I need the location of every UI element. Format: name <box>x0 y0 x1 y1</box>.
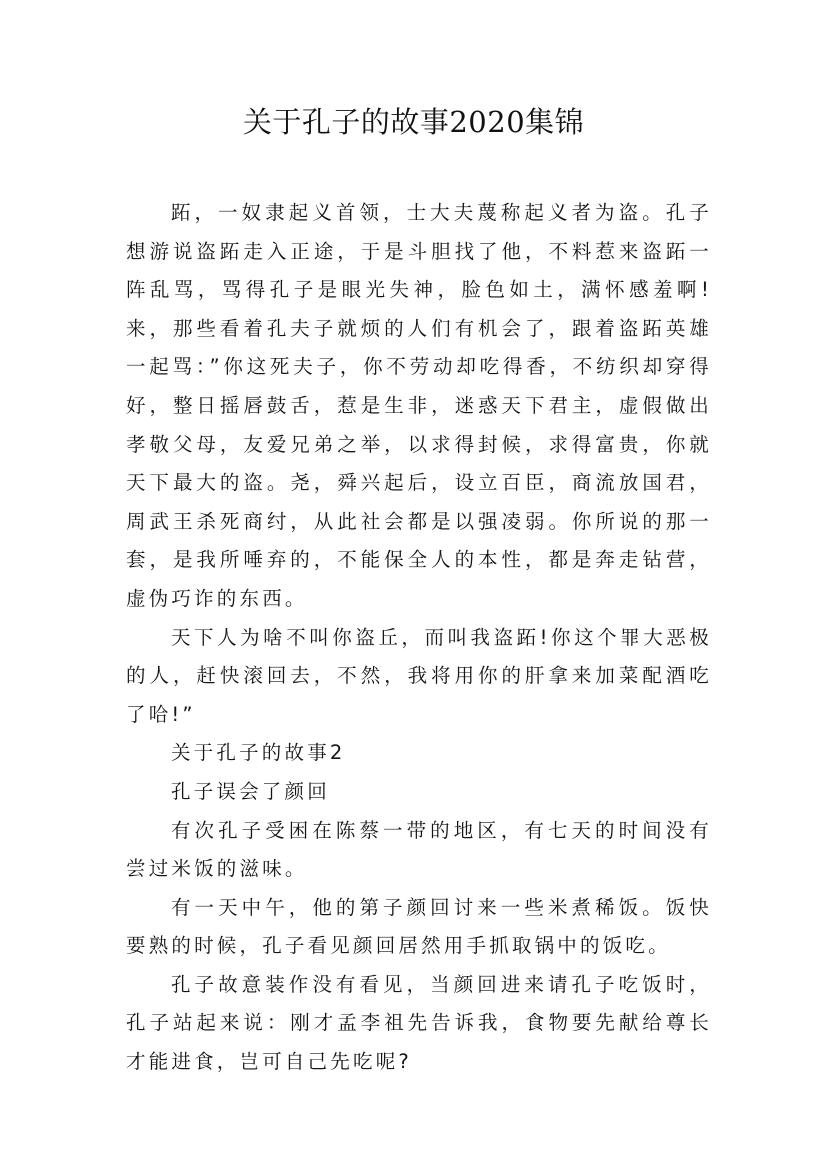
paragraph-1: 跖，一奴隶起义首领，士大夫蔑称起义者为盗。孔子想游说盗跖走入正途，于是斗胆找了他，不料惹来盗跖一阵乱骂，骂得孔子是眼光失神，脸色如土，满怀感羞啊!来，那些看着孔夫子就烦的人们有机会了，跟着盗跖英雄一起骂：”你这死夫子，你不劳动却吃得香，不纺织却穿得好，整日摇唇鼓舌，惹是生非，迷惑天下君主，虚假做出孝敬父母，友爱兄弟之举，以求得封候，求得富贵，你就天下最大的盗。尧，舜兴起后，设立百臣，商流放国君，周武王杀死商纣，从此社会都是以强凌弱。你所说的那一套，是我所唾弃的，不能保全人的本性，都是奔走钻营，虚伪巧诈的东西。 <box>126 201 712 610</box>
paragraph-5: 孔子故意装作没有看见，当颜回进来请孔子吃饭时，孔子站起来说：刚才孟李祖先告诉我，食物要先献给尊长才能进食，岂可自己先吃呢? <box>126 972 712 1074</box>
paragraph-4: 有一天中午，他的第子颜回讨来一些米煮稀饭。饭快要熟的时候，孔子看见颜回居然用手抓取锅中的饭吃。 <box>126 895 712 958</box>
section-subtitle: 孔子误会了颜回 <box>171 779 330 803</box>
section-heading: 关于孔子的故事2 <box>171 741 346 765</box>
paragraph-3: 有次孔子受困在陈蔡一带的地区，有七天的时间没有尝过米饭的滋味。 <box>126 818 712 881</box>
paragraph-2: 天下人为啥不叫你盗丘，而叫我盗跖!你这个罪大恶极的人，赶快滚回去，不然，我将用你的肝拿来加菜配酒吃了哈!” <box>126 625 712 726</box>
page-title: 关于孔子的故事2020集锦 <box>242 105 585 139</box>
document-body <box>126 194 712 1082</box>
